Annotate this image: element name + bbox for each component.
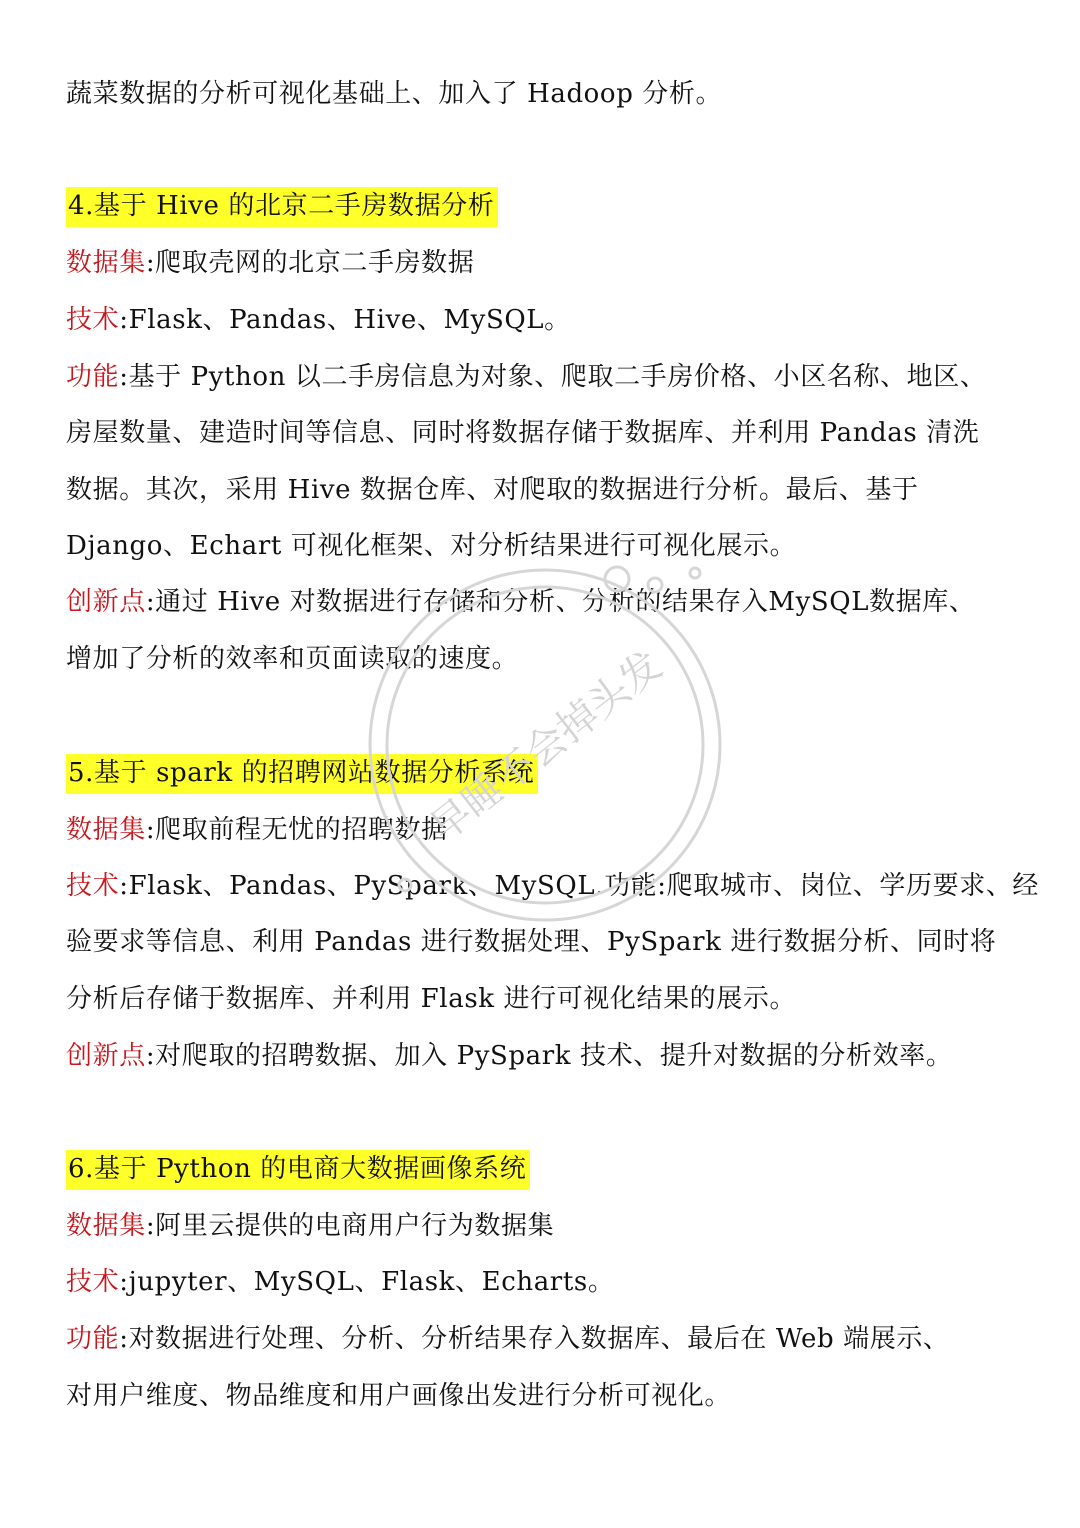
watermark-text: 早睡不会掉头发 xyxy=(421,642,671,851)
project-5-title xyxy=(66,753,1026,793)
function-label: 功能 xyxy=(66,1324,120,1354)
tech-label: 技术 xyxy=(66,1267,120,1297)
project-5-tech-2: 验要求等信息、利用 Pandas 进行数据处理、PySpark 进行数据分析、同时将 xyxy=(66,927,997,957)
tech-text: :Flask、Pandas、PySpark、MySQL.功能:爬取城市、岗位、学历要求、经 xyxy=(119,871,1040,901)
project-5-tech-1 xyxy=(66,866,1040,906)
function-label: 功能 xyxy=(66,362,120,392)
project-6-func-2: 对用户维度、物品维度和用户画像出发进行分析可视化。 xyxy=(66,1381,732,1411)
dataset-label: 数据集 xyxy=(66,815,146,845)
dataset-text: :阿里云提供的电商用户行为数据集 xyxy=(145,1211,555,1241)
innovation-label: 创新点 xyxy=(66,587,146,617)
tech-label: 技术 xyxy=(66,305,120,335)
project-4-func-2: 房屋数量、建造时间等信息、同时将数据存储于数据库、并利用 Pandas 清洗 xyxy=(66,418,980,448)
innovation-label: 创新点 xyxy=(66,1041,146,1071)
project-4-func-4: Django、Echart 可视化框架、对分析结果进行可视化展示。 xyxy=(66,531,797,561)
project-5-innovation xyxy=(66,1036,1026,1076)
project-4-innovation-2: 增加了分析的效率和页面读取的速度。 xyxy=(66,644,519,674)
project-4-dataset xyxy=(66,243,1026,283)
dataset-text: :爬取壳网的北京二手房数据 xyxy=(145,248,475,278)
project-4-innovation-1 xyxy=(66,582,1026,622)
dataset-text: :爬取前程无忧的招聘数据 xyxy=(145,815,448,845)
section-heading-highlight: 6.基于 Python 的电商大数据画像系统 xyxy=(66,1150,530,1190)
tech-label: 技术 xyxy=(66,871,120,901)
tech-text: :Flask、Pandas、Hive、MySQL。 xyxy=(119,305,571,335)
innovation-text: :对爬取的招聘数据、加入 PySpark 技术、提升对数据的分析效率。 xyxy=(145,1041,953,1071)
project-6-title xyxy=(66,1149,1026,1189)
section-heading-highlight: 4.基于 Hive 的北京二手房数据分析 xyxy=(66,187,498,227)
project-4-func-1 xyxy=(66,357,1026,397)
function-text: :基于 Python 以二手房信息为对象、爬取二手房价格、小区名称、地区、 xyxy=(119,362,987,392)
tech-text: :jupyter、MySQL、Flask、Echarts。 xyxy=(119,1267,615,1297)
project-4-func-3: 数据。其次，采用 Hive 数据仓库、对爬取的数据进行分析。最后、基于 xyxy=(66,475,919,505)
project-4-title xyxy=(66,186,1026,226)
project-6-dataset xyxy=(66,1206,1026,1246)
project-6-func-1 xyxy=(66,1319,1026,1359)
section-heading-highlight: 5.基于 spark 的招聘网站数据分析系统 xyxy=(66,754,538,794)
intro-line: 蔬菜数据的分析可视化基础上、加入了 Hadoop 分析。 xyxy=(66,79,723,109)
function-text: :对数据进行处理、分析、分析结果存入数据库、最后在 Web 端展示、 xyxy=(119,1324,950,1354)
innovation-text: :通过 Hive 对数据进行存储和分析、分析的结果存入MySQL数据库、 xyxy=(145,587,976,617)
project-5-dataset xyxy=(66,810,1026,850)
project-4-tech xyxy=(66,300,1026,340)
project-5-tech-3: 分析后存储于数据库、并利用 Flask 进行可视化结果的展示。 xyxy=(66,984,797,1014)
project-6-tech xyxy=(66,1262,1026,1302)
dataset-label: 数据集 xyxy=(66,248,146,278)
dataset-label: 数据集 xyxy=(66,1211,146,1241)
